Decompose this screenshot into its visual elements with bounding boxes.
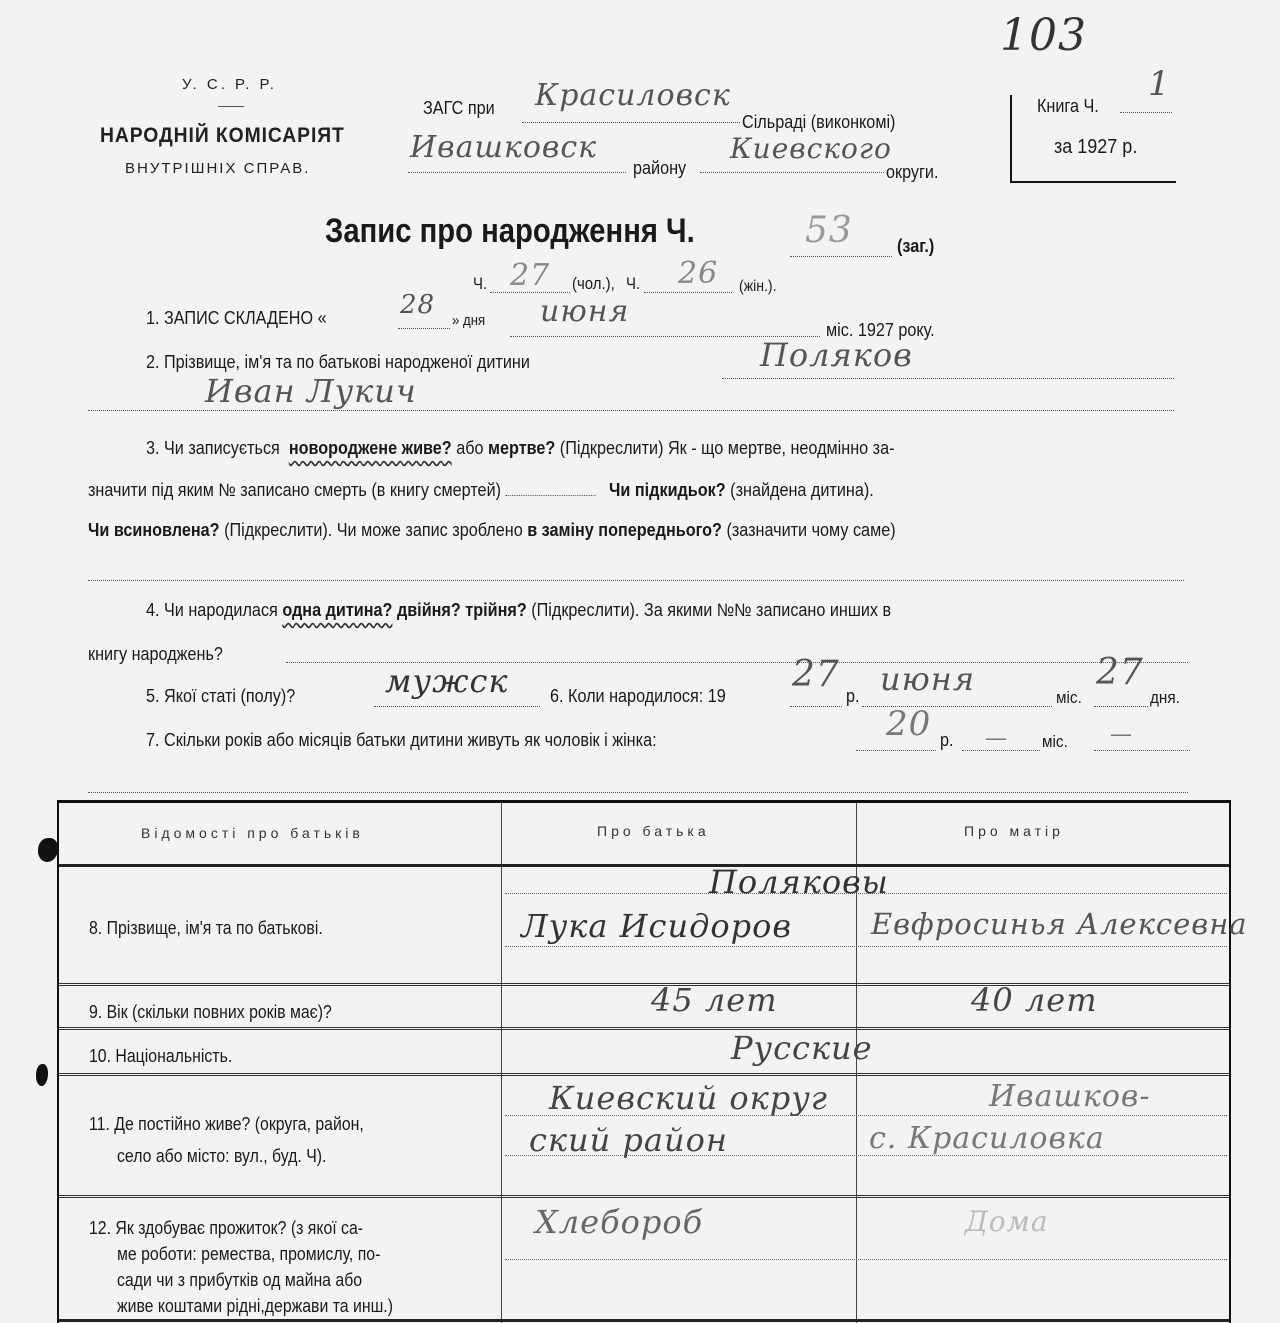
marriage-months-value: — [985, 726, 1008, 751]
field5-label: 5. Якої статі (полу)? [146, 686, 296, 706]
death-ref-line [506, 495, 596, 496]
nationality-value: Русские [731, 1029, 873, 1067]
father-residence-1: Киевский округ [549, 1079, 828, 1117]
mother-residence-1: Ивашков- [989, 1079, 1151, 1114]
row12-label-2: ме роботи: ремества, промислу, по- [117, 1244, 381, 1264]
district-label: району [633, 158, 687, 178]
village-value: Красиловск [535, 78, 731, 113]
field7-label: 7. Скільки років або місяців батьки дитини живуть як чоловік і жінка: [146, 730, 657, 750]
row8-label: 8. Прізвище, ім'я та по батькові. [89, 918, 323, 938]
header-divider [218, 106, 244, 107]
row11-label-2: село або місто: вул., буд. Ч). [117, 1146, 327, 1166]
book-label: Книга Ч. [1037, 96, 1099, 116]
column-divider [501, 803, 502, 1323]
option-dead: мертве? [488, 438, 556, 458]
field7-years-line [856, 750, 936, 751]
field4-line1 [146, 600, 891, 621]
father-age-value: 45 лет [651, 981, 778, 1019]
field3-adopted-rest: (Підкреслити). Чи може запис зроблено [224, 520, 523, 540]
father-residence-2: ский район [529, 1121, 728, 1159]
option-foundling: Чи підкидьок? [609, 480, 726, 500]
book-number-line [1120, 112, 1172, 113]
field7-blank-line [88, 792, 1188, 793]
field7-extra-line [1094, 750, 1190, 751]
female-number-value: 26 [678, 256, 719, 291]
field3-line1 [146, 438, 895, 459]
row12-label-1: 12. Як здобуває прожиток? (з якої са- [89, 1218, 364, 1238]
option-twins: двійня? [396, 600, 461, 620]
field4-line2: книгу народжень? [88, 644, 223, 664]
marriage-extra-value: — [1110, 722, 1133, 747]
parents-table [57, 800, 1248, 1323]
row12-label-3: сади чи з прибутків од майна або [117, 1270, 363, 1290]
replacement-note: (зазначити чому саме) [726, 520, 896, 540]
commissariat-title: НАРОДНІЙ КОМІСАРІЯТ [100, 124, 345, 147]
row12-line [505, 1259, 1227, 1260]
row12-label-4: живе коштами рідні,держави та инш.) [117, 1296, 393, 1316]
ink-blot [36, 1064, 48, 1086]
department-title: ВНУТРІШНІХ СПРАВ. [125, 160, 311, 177]
field4-question: 4. Чи народилася [146, 600, 278, 620]
female-prefix: Ч. [626, 274, 641, 293]
row-separator [59, 1073, 1229, 1076]
field7-months-suffix: міс. [1042, 732, 1068, 751]
mother-residence-2: с. Красиловка [869, 1121, 1105, 1156]
village-field-line [522, 122, 740, 123]
male-prefix: Ч. [473, 274, 488, 293]
birth-year-value: 27 [792, 654, 840, 695]
record-number-value: 53 [805, 210, 853, 251]
field6-year-suffix: р. [846, 686, 860, 706]
option-adopted: Чи всиновлена? [88, 520, 220, 540]
field3-or: або [456, 438, 484, 458]
field3-blank-line [88, 580, 1184, 581]
field6-day-line [1094, 706, 1148, 707]
field3-death-ref: значити під яким № записано смерть (в книгу смертей) [88, 480, 502, 500]
page-title: Запис про народження Ч. [325, 212, 695, 250]
book-number-value: 1 [1148, 64, 1171, 104]
village-council-label: Сільраді (виконкомі) [742, 112, 896, 132]
father-surname-value: Поляковы [709, 863, 889, 901]
field3-line3 [88, 520, 896, 541]
field6-month-suffix: міс. [1056, 688, 1082, 707]
okrug-value: Киевского [730, 132, 892, 165]
table-header-father: Про батька [597, 823, 710, 839]
field2-line1 [722, 378, 1174, 379]
field3-question: 3. Чи записується [146, 438, 280, 458]
total-suffix: (заг.) [897, 236, 935, 256]
marriage-years-value: 20 [886, 704, 932, 744]
field1-month-value: июня [540, 294, 630, 329]
child-name-value: Иван Лукич [205, 372, 417, 410]
district-value: Ивашковск [410, 130, 598, 165]
record-number-line [790, 256, 892, 257]
mother-age-value: 40 лет [971, 981, 1098, 1019]
district-field-line [408, 172, 626, 173]
field1-year-suffix: міс. 1927 року. [826, 320, 935, 340]
option-single-underlined: одна дитина? [282, 600, 393, 620]
female-suffix: (жін.). [739, 278, 777, 295]
folio-number: 103 [1000, 10, 1087, 61]
header-separator [59, 864, 1229, 867]
field4-rest: (Підкреслити). За якими №№ записано инших в [531, 600, 892, 620]
child-surname-value: Поляков [760, 336, 913, 374]
row-separator [59, 1027, 1229, 1030]
row8-line [505, 946, 1227, 947]
field6-year-line [790, 706, 842, 707]
okrug-field-line [700, 172, 884, 173]
field3-line1-rest: (Підкреслити) Як - що мертве, неодмінно за- [559, 438, 895, 458]
male-number-value: 27 [510, 258, 551, 293]
field1-day-line [398, 328, 450, 329]
table-header-mother: Про матір [964, 823, 1064, 839]
row10-label: 10. Національність. [89, 1046, 233, 1066]
field7-years-suffix: р. [940, 730, 954, 750]
field1-day-value: 28 [400, 290, 436, 320]
foundling-note: (знайдена дитина). [730, 480, 874, 500]
table-header-info: Відомості про батьків [141, 825, 364, 841]
option-triplets: трійня? [465, 600, 527, 620]
male-suffix: (чол.), [572, 274, 615, 293]
okrug-label: округи. [886, 162, 939, 182]
field3-line2 [88, 480, 874, 501]
field1-label: 1. ЗАПИС СКЛАДЕНО « [146, 308, 327, 328]
republic-abbrev: У. С. Р. Р. [182, 76, 277, 93]
mother-name-value: Евфросинья Алексевна [871, 907, 1248, 941]
option-replacement: в заміну попереднього? [527, 520, 722, 540]
field2-line2 [88, 410, 1174, 411]
row-separator [59, 1195, 1229, 1198]
row11-label-1: 11. Де постійно живе? (округа, район, [89, 1114, 364, 1134]
father-name-value: Лука Исидоров [521, 907, 792, 945]
sex-value: мужск [385, 662, 509, 700]
row9-label: 9. Вік (скільки повних років має)? [89, 1002, 332, 1022]
birth-day-value: 27 [1096, 652, 1144, 693]
option-alive-underlined: новороджене живе? [288, 438, 452, 458]
ink-blot [38, 838, 58, 862]
birth-month-value: июня [880, 660, 976, 698]
field5-line [374, 706, 540, 707]
field1-day-suffix: » дня [452, 312, 486, 329]
zags-label: ЗАГС при [423, 98, 495, 118]
mother-occupation-value: Дома [965, 1205, 1049, 1238]
field6-day-suffix: дня. [1150, 688, 1180, 707]
field2-label: 2. Прізвище, ім'я та по батькові народженої дитини [146, 352, 530, 372]
female-number-line [644, 292, 732, 293]
father-occupation-value: Хлебороб [535, 1203, 704, 1241]
book-year: за 1927 р. [1054, 136, 1138, 158]
field6-label: 6. Коли народилося: 19 [550, 686, 726, 706]
